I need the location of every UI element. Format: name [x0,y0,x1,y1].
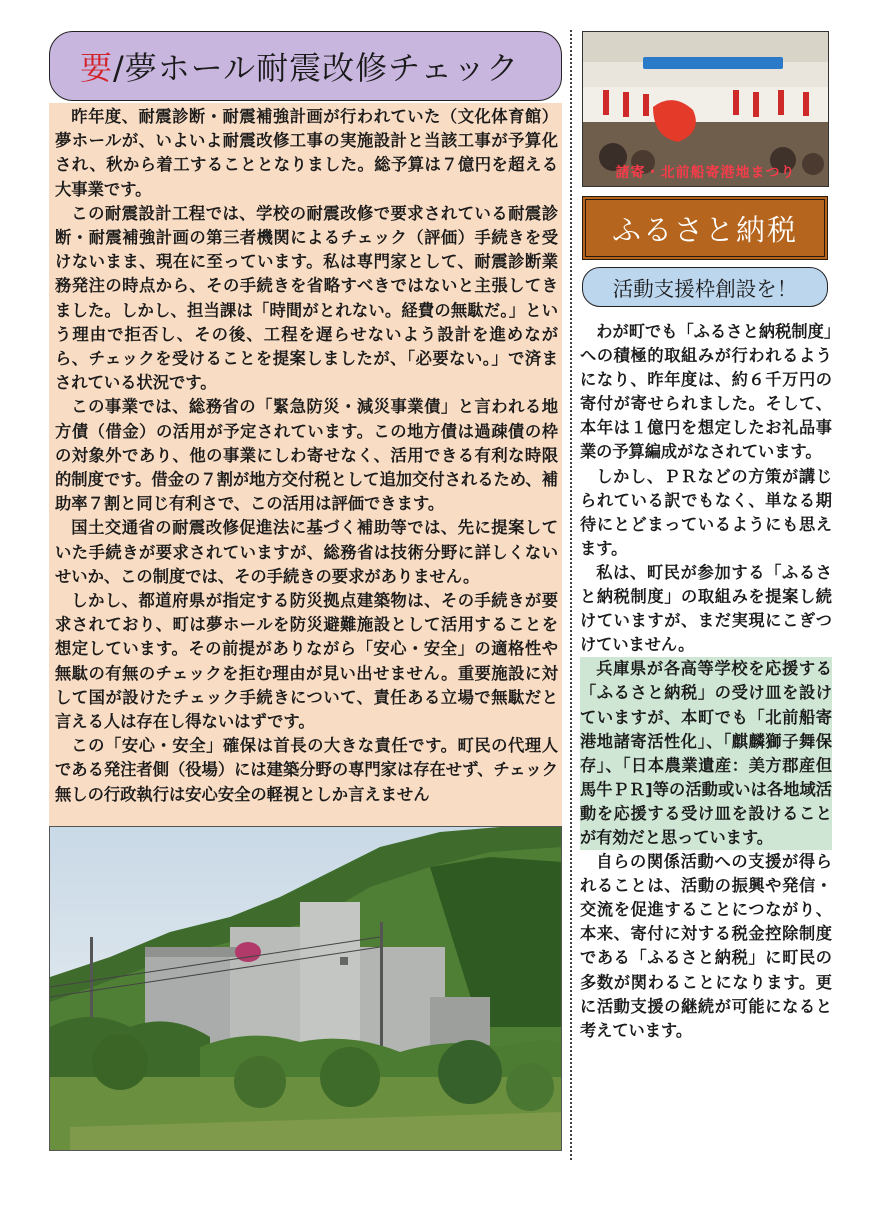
right-paragraph-1: わが町でも「ふるさと納税制度」への積極的取組みが行われるようになり、昨年度は、約６千万円の寄付が寄せられました。そして、本年は１億円を想定したお礼品事業の予算編成がなされています。 [580,322,832,462]
right-paragraph-3: 私は、町民が参加する「ふるさと納税制度」の取組みを提案し続けていますが、まだ実現にこぎつけていません。 [580,562,832,655]
section-subheading: 活動支援枠創設を！ [582,267,828,307]
left-paragraph-2: この耐震設計工程では、学校の耐震改修で要求されている耐震診断・耐震補強計画の第三者機関によるチェック（評価）手続きを受けないまま、現在に至っています。私は専門家として、耐震診断業務発注の時点から、その手続きを省略すべきではないと主張してきました。しかし、担当課は「時間がとれない。経費の無駄だ。」という理由で拒否し、その後、工程を遅らせないよう設計を進めながら、チェックを受けることを提案しましたが、「必要ない。」で済まされている状況です。 [55,203,558,393]
left-paragraph-4: 国土交通省の耐震改修促進法に基づく補助等では、先に提案していた手続きが要求されていますが、総務省は技術分野に詳しくないせいか、この制度では、その手続きの要求がありません。 [55,518,558,586]
photo-caption: 諸寄・北前船寄港地まつり [615,165,796,181]
left-paragraph-1: 昨年度、耐震診断・耐震補強計画が行われていた（文化体育館）夢ホールが、いよいよ耐震改修工事の実施設計と当該工事が予算化され、秋から着工することとなりました。総予算は７億円を超える大事業です。 [55,107,558,199]
column-divider [570,30,572,1160]
yume-hall-photo [49,826,562,1151]
right-closing-paragraph: 自らの関係活動への支援が得られることは、活動の振興や発信・交流を促進することにつながり、本来、寄付に対する税金控除制度である「ふるさと納税」に町民の多数が関わることになります。更に活動支援の継続が可能になると考えています。 [580,852,832,1040]
title-text: /夢ホール耐震改修チェック [113,49,520,87]
left-paragraph-5: しかし、都道府県が指定する防災拠点建築物は、その手続きが要求されており、町は夢ホールを防災避難施設として活用することを想定しています。その前提がありながら「安心・安全」の適格性や無駄の有無のチェックを拒む理由が見い出せません。重要施設に対して国が設けたチェック手続きについて、責任ある立場で無駄だと言える人は存在し得ないはずです。 [55,591,558,732]
right-article-body [580,320,832,1043]
left-article-body [49,103,562,826]
left-paragraph-6: この「安心・安全」確保は首長の大きな責任です。町民の代理人である発注者側（役場）には建築分野の専門家は存在せず、チェック無しの行政執行は安心安全の軽視としか言えません [55,736,558,804]
right-paragraph-2: しかし、ＰＲなどの方策が講じられている訳でもなく、単なる期待にとどまっているようにも思えます。 [580,466,832,558]
left-paragraph-3: この事業では、総務省の「緊急防災・減災事業債」と言われる地方債（借金）の活用が予定されています。この地方債は過疎債の枠の対象外であり、他の事業にしわ寄せなく、活用できる有利な時限的制度です。借金の７割が地方交付税として追加交付されるため、補助率７割と同じ有利さで、この活用は評価できます。 [55,397,558,514]
title-highlight: 要 [80,49,114,87]
right-highlight-paragraph: 兵庫県が各高等学校を応援する「ふるさと納税」の受け皿を設けていますが、本町でも「北前船寄港地諸寄活性化」、「麒麟獅子舞保存」、「日本農業遺産：美方郡産但馬牛ＰＲ]等の活動或いは各地域活動を応援する受け皿を設けることが有効だと思っています。 [580,657,832,850]
article-title [49,31,562,101]
section-heading: ふるさと納税 [582,196,828,260]
